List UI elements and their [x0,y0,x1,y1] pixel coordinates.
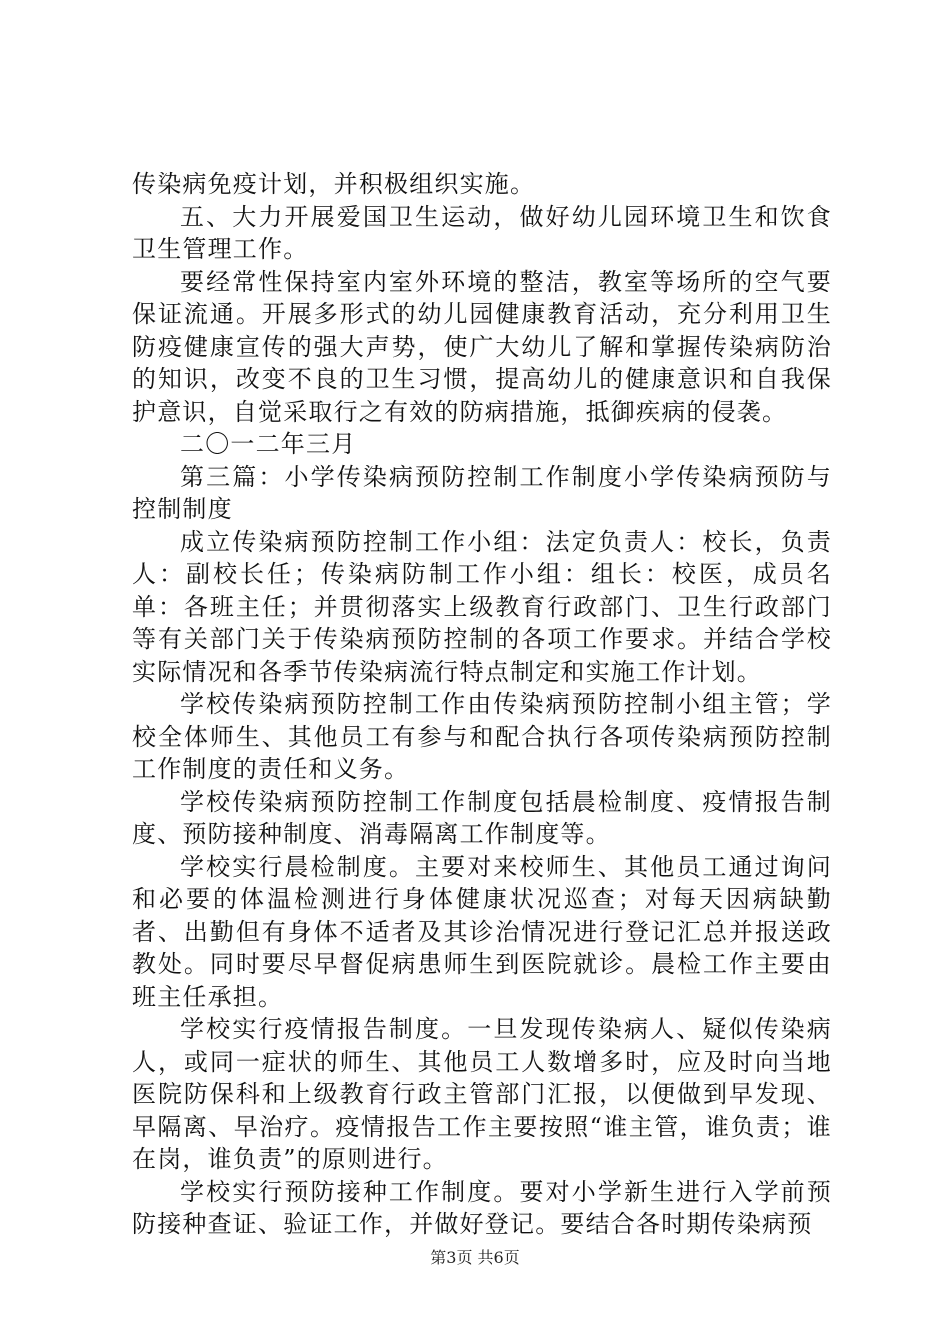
date-line: 二〇一二年三月 [180,430,357,458]
paragraph-2: 五、大力开展爱国卫生运动，做好幼儿园环境卫生和饮食卫生管理工作。 [132,202,832,263]
section-heading: 第三篇：小学传染病预防控制工作制度小学传染病预防与控制制度 [132,462,832,523]
paragraph-6: 成立传染病预防控制工作小组：法定负责人：校长，负责人：副校长任；传染病防制工作小组：组长：校医，成员名单：各班主任；并贯彻落实上级教育行政部门、卫生行政部门等有关部门关于传染病预防控制的各项工作要求。并结合学校实际情况和各季节传染病流行特点制定和实施工作计划。 [132,527,832,686]
paragraph-3: 要经常性保持室内室外环境的整洁，教室等场所的空气要保证流通。开展多形式的幼儿园健康教育活动，充分利用卫生防疫健康宣传的强大声势，使广大幼儿了解和掌握传染病防治的知识，改变不良的卫生习惯，提高幼儿的健康意识和自我保护意识，自觉采取行之有效的防病措施，抵御疾病的侵袭。 [132,267,832,426]
page-number-footer: 第3页 共6页 [430,1248,520,1267]
paragraph-10: 学校实行疫情报告制度。一旦发现传染病人、疑似传染病人，或同一症状的师生、其他员工人数增多时，应及时向当地医院防保科和上级教育行政主管部门汇报，以便做到早发现、早隔离、早治疗。疫情报告工作主要按照“谁主管，谁负责；谁在岗，谁负责”的原则进行。 [132,1015,832,1173]
paragraph-7: 学校传染病预防控制工作由传染病预防控制小组主管；学校全体师生、其他员工有参与和配合执行各项传染病预防控制工作制度的责任和义务。 [132,690,832,783]
paragraph-1: 传染病免疫计划，并积极组织实施。 [132,170,536,198]
paragraph-11: 学校实行预防接种工作制度。要对小学新生进行入学前预防接种查证、验证工作，并做好登记。要结合各时期传染病预 [132,1177,832,1238]
document-body [132,168,832,1241]
paragraph-9: 学校实行晨检制度。主要对来校师生、其他员工通过询问和必要的体温检测进行身体健康状况巡查；对每天因病缺勤者、出勤但有身体不适者及其诊治情况进行登记汇总并报送政教处。同时要尽早督促病患师生到医院就诊。晨检工作主要由班主任承担。 [132,852,832,1011]
paragraph-8: 学校传染病预防控制工作制度包括晨检制度、疫情报告制度、预防接种制度、消毒隔离工作制度等。 [132,787,832,848]
